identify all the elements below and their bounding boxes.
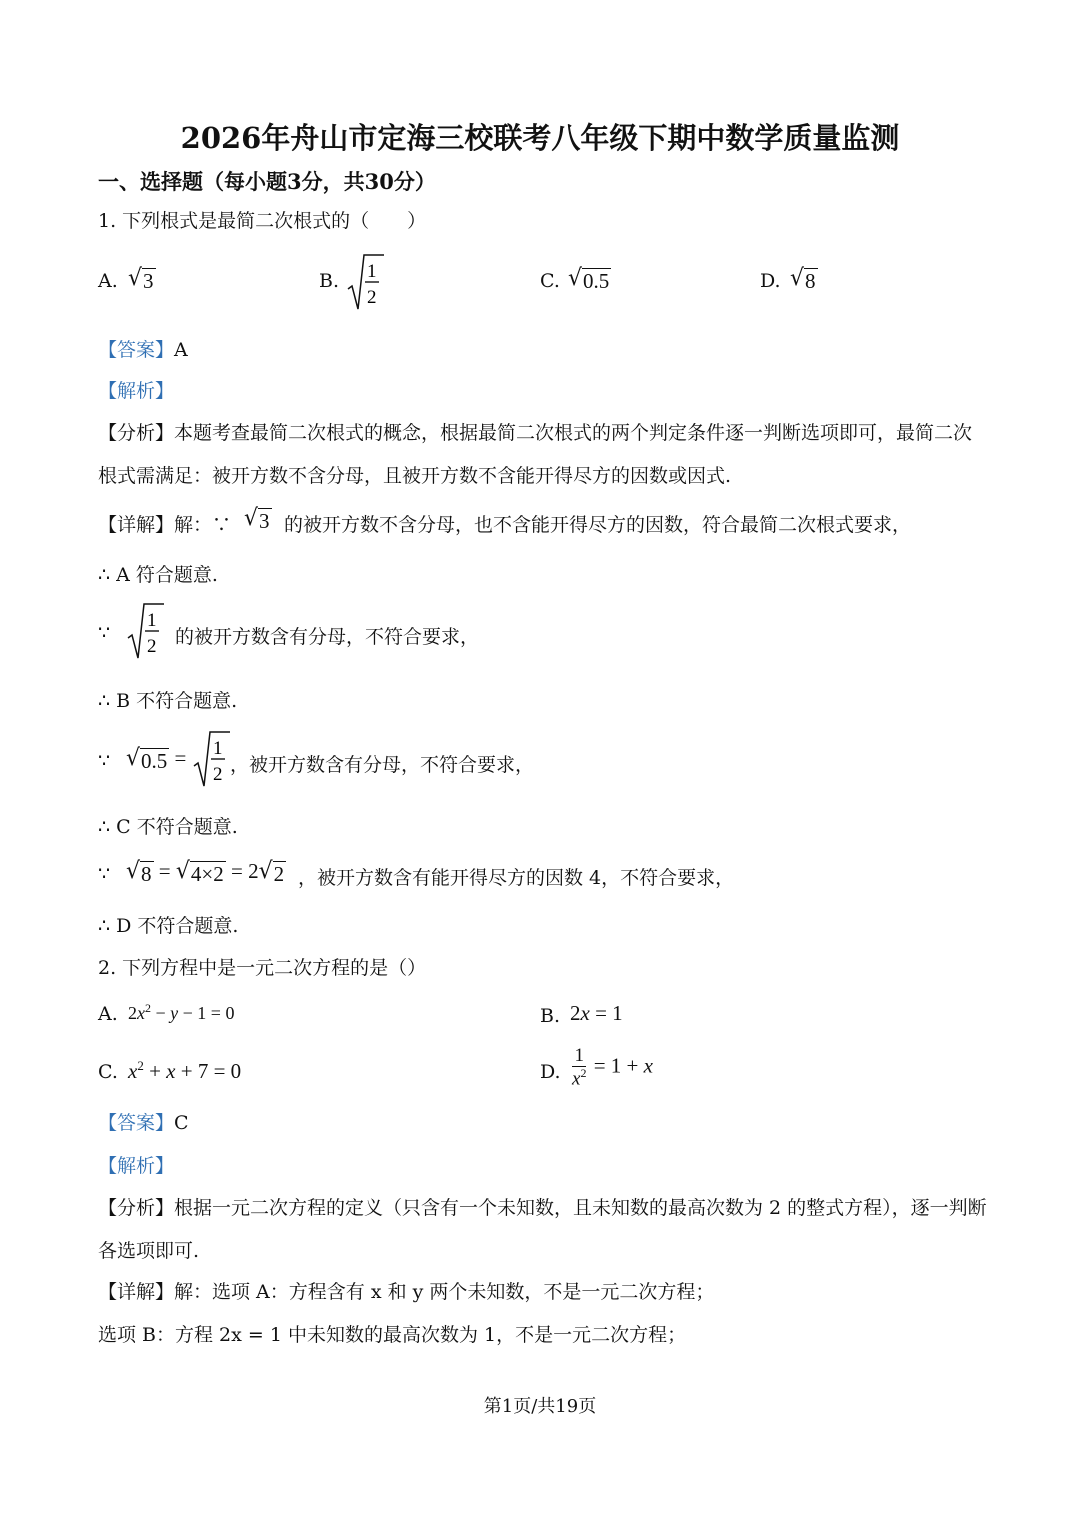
q2-option-d-math: $\frac{1}{x^2}$ = 1 + x xyxy=(572,1045,653,1090)
page-footer: 第1页/共19页 xyxy=(483,1396,597,1417)
q1-jiexi: 【解析】 xyxy=(98,380,175,402)
q1-analysis-line-1 xyxy=(98,418,972,445)
svg-text:1: 1 xyxy=(367,261,377,282)
q1-because-b-text: 的被开方数含有分母，不符合要求， xyxy=(175,626,480,648)
svg-text:2: 2 xyxy=(213,764,223,785)
q2-option-c-math: $x^2 + x + 7 = 0$ xyxy=(128,1058,242,1083)
answer-value: A xyxy=(174,339,188,361)
detail-tag: 【详解】 xyxy=(98,514,175,536)
detail-text: 解：选项 A：方程含有 x 和 y 两个未知数，不是一元二次方程； xyxy=(174,1281,715,1303)
detail-sqrt-3: √ 3 xyxy=(244,504,270,533)
q1-option-b-label: B. xyxy=(319,270,340,292)
q1-option-c-label: C. xyxy=(540,270,560,292)
q1-because-d-text: ，被开方数含有能开得尽方的因数 4，不符合要求， xyxy=(298,867,735,889)
q2-stem: 2. 下列方程中是一元二次方程的是（） xyxy=(98,957,427,979)
because-d-math: √ 8 = √ 4×2 = 2 √ 2 xyxy=(126,857,285,886)
q2-answer xyxy=(98,1108,189,1135)
detail-text-a: 解：∵ xyxy=(174,514,232,536)
answer-tag: 【答案】 xyxy=(98,339,175,361)
sqrt-3: √ 3 xyxy=(128,264,154,293)
q1-option-d-label: D. xyxy=(760,270,781,292)
q2-option-b-label: B. xyxy=(540,1005,561,1027)
because-c-sqrt-half xyxy=(192,730,232,794)
q1-detail-line-1-rest: 的被开方数不含分母，也不含能开得尽方的因数，符合最简二次根式要求， xyxy=(284,514,912,536)
svg-text:1: 1 xyxy=(213,738,223,759)
svg-text:2: 2 xyxy=(147,636,157,657)
q2-option-a-math: $2x^2 - y - 1 = 0$ xyxy=(128,1001,235,1023)
q1-option-b-math xyxy=(346,253,386,317)
analysis-text: 根据一元二次方程的定义（只含有一个未知数，且未知数的最高次数为 2 的整式方程），逐一判断 xyxy=(174,1197,987,1219)
sqrt-0-5: √ 0.5 xyxy=(568,264,610,293)
q1-because-c: ∵ xyxy=(98,750,111,772)
q1-detail-line-1 xyxy=(98,510,231,537)
q2-detail-line-2: 选项 B：方程 2x = 1 中未知数的最高次数为 1，不是一元二次方程； xyxy=(98,1324,687,1346)
q1-therefore-c: ∴ C 不符合题意. xyxy=(98,816,238,838)
q1-option-d-math xyxy=(790,266,818,293)
sqrt-one-half xyxy=(346,253,386,311)
answer-value: C xyxy=(174,1112,189,1134)
q1-stem: 1. 下列根式是最简二次根式的（ ） xyxy=(98,210,427,232)
q1-answer xyxy=(98,335,188,362)
q1-analysis-line-2: 根式需满足：被开方数不含分母，且被开方数不含能开得尽方的因数或因式. xyxy=(98,465,732,487)
svg-text:2: 2 xyxy=(367,287,377,308)
q1-option-c-math xyxy=(568,266,611,293)
q1-option-a-label: A. xyxy=(98,270,118,292)
analysis-tag: 【分析】 xyxy=(98,1197,175,1219)
q1-therefore-a: ∴ A 符合题意. xyxy=(98,564,218,586)
section-heading: 一、选择题（每小题3分，共30分） xyxy=(98,169,436,194)
q2-option-b-math: 2x = 1 xyxy=(570,1001,623,1025)
q2-analysis-line-2: 各选项即可. xyxy=(98,1240,200,1262)
detail-tag: 【详解】 xyxy=(98,1281,175,1303)
sqrt-8: √ 8 xyxy=(790,264,816,293)
page-title: 2026年舟山市定海三校联考八年级下期中数学质量监测 xyxy=(180,121,900,155)
q1-option-a-math xyxy=(128,266,156,293)
because-c-math: √ 0.5 = xyxy=(126,744,187,773)
q2-detail-line-1 xyxy=(98,1277,714,1304)
q2-analysis-line-1 xyxy=(98,1193,987,1220)
q2-option-a-label: A. xyxy=(98,1003,118,1025)
svg-text:1: 1 xyxy=(147,610,157,631)
q1-therefore-b: ∴ B 不符合题意. xyxy=(98,690,238,712)
q2-option-c-label: C. xyxy=(98,1061,118,1083)
answer-tag: 【答案】 xyxy=(98,1112,175,1134)
q2-option-d-label: D. xyxy=(540,1061,561,1083)
q1-therefore-d: ∴ D 不符合题意. xyxy=(98,915,239,937)
q1-because-c-text: ，被开方数含有分母，不符合要求， xyxy=(230,754,535,776)
analysis-tag: 【分析】 xyxy=(98,422,175,444)
q1-because-b: ∵ xyxy=(98,622,111,644)
analysis-text: 本题考查最简二次根式的概念，根据最简二次根式的两个判定条件逐一判断选项即可，最简二次 xyxy=(174,422,973,444)
q1-because-d: ∵ xyxy=(98,863,111,885)
because-b-sqrt-half xyxy=(126,602,166,666)
q2-jiexi: 【解析】 xyxy=(98,1155,175,1177)
